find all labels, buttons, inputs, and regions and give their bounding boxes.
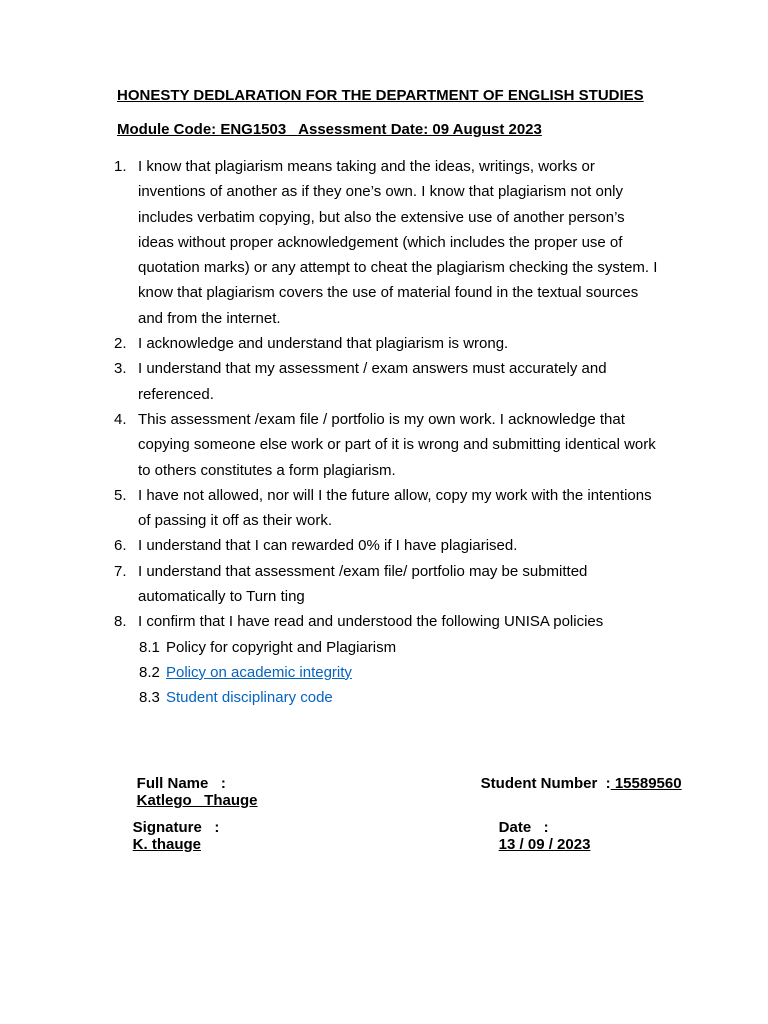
item-line: automatically to Turn ting [138, 588, 305, 606]
item-number: 7. [114, 562, 127, 580]
policy-number: 8.1 [139, 638, 160, 656]
item-line: quotation marks) or any attempt to cheat the plagiarism checking the system. I [138, 259, 658, 277]
item-line: of passing it off as their work. [138, 512, 332, 530]
item-number: 8. [114, 613, 127, 631]
date-field [482, 802, 590, 870]
item-line: to others constitutes a form plagiarism. [138, 461, 396, 479]
item-line: includes verbatim copying, but also the extensive use of another person’s [138, 208, 625, 226]
date-value: 13 / 09 / 2023 [498, 836, 591, 853]
declaration-list [114, 154, 694, 710]
item-number: 1. [114, 158, 127, 175]
full-name-value: Katlego Thauge [136, 792, 258, 809]
date-label: Date : [498, 819, 549, 836]
policy-link-disciplinary-code[interactable]: Student disciplinary code [166, 688, 333, 706]
policy-number: 8.2 [139, 663, 160, 681]
list-item [114, 407, 694, 483]
item-number: 2. [114, 335, 127, 353]
item-line: I understand that I can rewarded 0% if I have plagiarised. [138, 537, 518, 555]
signature-field [116, 802, 219, 870]
document-title: HONESTY DEDLARATION FOR THE DEPARTMENT OF ENGLISH STUDIES [117, 87, 644, 104]
list-item [114, 356, 694, 407]
policy-item-disciplinary-code [114, 685, 694, 710]
item-line: I understand that my assessment / exam answers must accurately and [138, 360, 607, 378]
item-line: I confirm that I have read and understood the following UNISA policies [138, 613, 604, 631]
item-number: 3. [114, 360, 127, 378]
signature-label: Signature : [132, 819, 220, 836]
item-line: know that plagiarism covers the use of material found in the textual sources [138, 284, 639, 302]
item-line: referenced. [138, 385, 214, 403]
item-line: I know that plagiarism means taking and the ideas, writings, works or [138, 158, 595, 175]
list-item [114, 559, 694, 610]
policy-label: Policy for copyright and Plagiarism [166, 638, 397, 656]
item-line: This assessment /exam file / portfolio is my own work. I acknowledge that [138, 410, 625, 428]
item-line: ideas without proper acknowledgement (which includes the proper use of [138, 233, 623, 251]
policy-number: 8.3 [139, 688, 160, 706]
item-number: 5. [114, 486, 127, 504]
list-item [114, 154, 694, 331]
item-line: I acknowledge and understand that plagiarism is wrong. [138, 335, 509, 353]
item-line: copying someone else work or part of it is wrong and submitting identical work [138, 436, 656, 454]
item-number: 6. [114, 537, 127, 555]
list-item [114, 483, 694, 534]
list-item [114, 609, 694, 634]
student-number-value: 15589560 [610, 775, 682, 792]
module-code-line: Module Code: ENG1503 Assessment Date: 09 August 2023 [117, 121, 542, 138]
item-line: I understand that assessment /exam file/ portfolio may be submitted [138, 562, 588, 580]
item-number: 4. [114, 410, 127, 428]
full-name-label: Full Name : [136, 775, 226, 792]
policy-item-copyright [114, 635, 694, 660]
item-line: and from the internet. [138, 309, 281, 327]
policy-link-academic-integrity[interactable]: Policy on academic integrity [166, 663, 352, 681]
signature-value: K. thauge [132, 836, 202, 853]
list-item [114, 331, 694, 356]
list-item [114, 533, 694, 558]
student-number-label: Student Number : [480, 775, 611, 792]
policy-item-academic-integrity [114, 660, 694, 685]
item-line: I have not allowed, nor will I the future allow, copy my work with the intentions [138, 486, 652, 504]
item-line: inventions of another as if they one’s own. I know that plagiarism not only [138, 183, 624, 201]
